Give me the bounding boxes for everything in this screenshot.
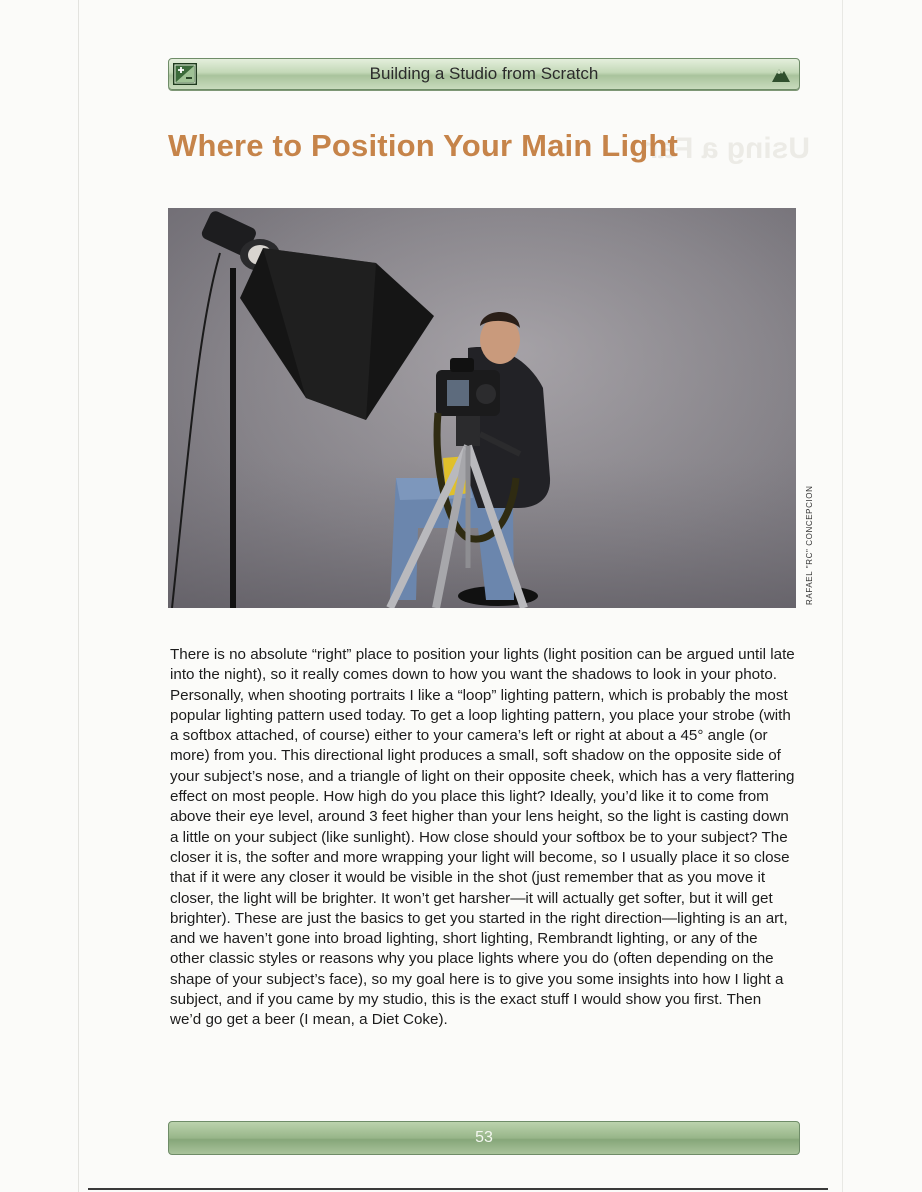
chapter-header-bar xyxy=(168,58,800,90)
studio-photo xyxy=(168,208,796,608)
show-through-text: Using a Fan xyxy=(640,132,811,165)
mountain-icon xyxy=(771,65,791,83)
chapter-title: Building a Studio from Scratch xyxy=(369,64,599,83)
body-paragraph: There is no absolute “right” place to position your lights (light position can be argued until late into the night), so it really comes down to how you want the shadows to look in your photo. Personally, when shooting portraits I like a “loop” lighting pattern, which is probably the most popular lighting pattern used today. To get a loop lighting pattern, you place your strobe (with a softbox attached, of course) either to your camera’s left or right at about a 45° angle (or more) from you. This directional light produces a small, soft shadow on the opposite side of your subject’s nose, and a triangle of light on their opposite cheek, which has a very flattering effect on most people. How high do you place this light? Ideally, you’d like it to come from above their eye level, around 3 feet higher than your lens height, so the light is casting down a little on your subject (like sunlight). How close should your softbox be to your subject? The closer it is, the softer and more wrapping your light will become, so I usually place it so close that if it were any closer it would be visible in the shot (just remember that as you move it closer, the light will be brighter. It won’t get harsher—it will actually get softer, but it will get brighter). These are just the basics to get you started in the right direction—lighting is an art, and we haven’t gone into broad lighting, short lighting, Rembrandt lighting, or any of the other classic styles or reasons why you place lights where you do (often depending on the shape of your subject’s face), so my goal here is to give you some insights into how I light a subject, and if you came by my studio, this is the exact stuff I would show you first. Then we’d go get a beer (I mean, a Diet Coke). xyxy=(170,646,795,1029)
page-number: 53 xyxy=(475,1129,493,1146)
page-edge xyxy=(842,0,843,1192)
page-footer-bar xyxy=(168,1121,800,1155)
page-edge xyxy=(78,0,79,1192)
photo-credit: RAFAEL "RC" CONCEPCION xyxy=(805,485,814,605)
page-bottom-edge xyxy=(88,1188,828,1190)
page-title: Where to Position Your Main Light xyxy=(168,128,679,163)
